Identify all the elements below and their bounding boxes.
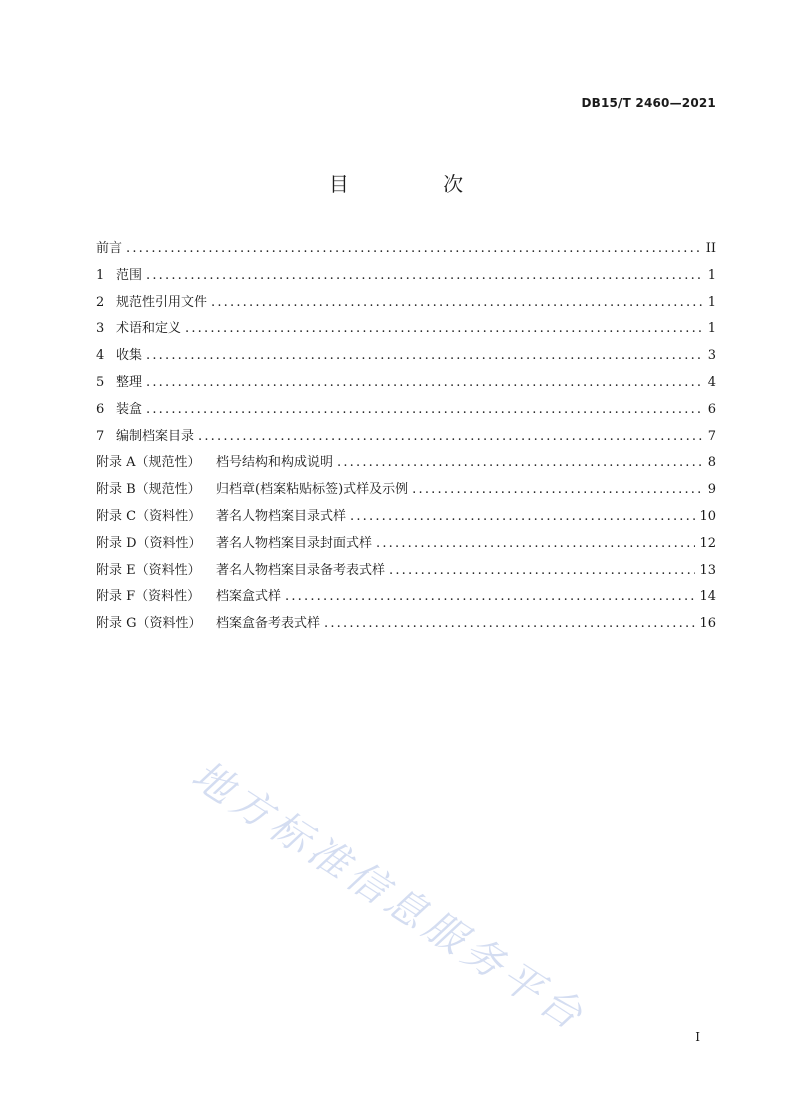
toc-leader bbox=[126, 236, 702, 263]
toc-leader bbox=[211, 290, 702, 317]
toc-label: 著名人物档案目录封面式样 bbox=[216, 535, 373, 551]
toc-section-number: 5 bbox=[96, 374, 105, 390]
toc-page-number: 4 bbox=[707, 374, 716, 390]
toc-appendix-prefix: 附录 E（资料性） bbox=[96, 562, 201, 578]
toc-section-number: 2 bbox=[96, 294, 105, 310]
toc-label: 编制档案目录 bbox=[116, 428, 195, 444]
toc-label: 归档章(档案粘贴标签)式样及示例 bbox=[216, 482, 409, 498]
toc-item[interactable] bbox=[96, 343, 716, 370]
toc-page-number: 12 bbox=[699, 535, 716, 551]
document-code: DB15/T 2460—2021 bbox=[581, 96, 716, 110]
toc-page-number: 3 bbox=[707, 348, 716, 364]
toc-page-number: 10 bbox=[699, 508, 716, 524]
toc-page-number: 16 bbox=[699, 616, 716, 632]
toc-item[interactable] bbox=[96, 397, 716, 424]
toc-leader bbox=[146, 263, 702, 290]
toc-label: 著名人物档案目录备考表式样 bbox=[216, 562, 386, 578]
toc-label: 范围 bbox=[116, 267, 143, 283]
toc-leader bbox=[185, 316, 702, 343]
toc-leader bbox=[146, 370, 702, 397]
toc-item[interactable] bbox=[96, 290, 716, 317]
toc-leader bbox=[337, 450, 702, 477]
toc-page-number: 13 bbox=[699, 562, 716, 578]
toc-label: 规范性引用文件 bbox=[116, 294, 208, 310]
table-of-contents bbox=[96, 236, 716, 638]
toc-item[interactable] bbox=[96, 504, 716, 531]
toc-section-number: 1 bbox=[96, 267, 105, 283]
toc-item[interactable] bbox=[96, 263, 716, 290]
toc-page-number: 1 bbox=[707, 294, 716, 310]
toc-appendix-prefix: 附录 C（资料性） bbox=[96, 508, 202, 524]
page-title: 目 次 bbox=[328, 172, 508, 196]
toc-leader bbox=[146, 397, 702, 424]
toc-label: 档号结构和构成说明 bbox=[216, 455, 334, 471]
toc-label: 前言 bbox=[96, 241, 123, 256]
toc-item[interactable] bbox=[96, 584, 716, 611]
toc-label: 档案盒式样 bbox=[216, 589, 282, 605]
toc-leader bbox=[198, 424, 702, 451]
toc-appendix-prefix: 附录 A（规范性） bbox=[96, 455, 201, 471]
toc-leader bbox=[146, 343, 702, 370]
toc-item[interactable] bbox=[96, 316, 716, 343]
toc-item[interactable] bbox=[96, 424, 716, 451]
toc-section-number: 7 bbox=[96, 428, 105, 444]
toc-page-number: 6 bbox=[707, 401, 716, 417]
toc-section-number: 6 bbox=[96, 401, 105, 417]
toc-label: 术语和定义 bbox=[116, 321, 182, 337]
toc-page-number: 14 bbox=[699, 589, 716, 605]
toc-page-number: 7 bbox=[707, 428, 716, 444]
toc-item[interactable] bbox=[96, 558, 716, 585]
toc-page-number: 9 bbox=[707, 482, 716, 498]
toc-appendix-prefix: 附录 B（规范性） bbox=[96, 482, 201, 498]
toc-appendix-prefix: 附录 G（资料性） bbox=[96, 616, 202, 632]
toc-item[interactable] bbox=[96, 531, 716, 558]
toc-appendix-prefix: 附录 D（资料性） bbox=[96, 535, 202, 551]
toc-page-number: 1 bbox=[707, 321, 716, 337]
toc-appendix-prefix: 附录 F（资料性） bbox=[96, 589, 201, 605]
toc-page-number: 8 bbox=[707, 455, 716, 471]
toc-page-number: II bbox=[705, 241, 716, 256]
toc-leader bbox=[350, 504, 695, 531]
toc-label: 装盒 bbox=[116, 401, 143, 417]
toc-section-number: 4 bbox=[96, 348, 105, 364]
toc-leader bbox=[285, 584, 695, 611]
toc-item[interactable] bbox=[96, 236, 716, 263]
toc-leader bbox=[324, 611, 695, 638]
toc-label: 整理 bbox=[116, 374, 143, 390]
page-number: I bbox=[695, 1030, 700, 1044]
toc-item[interactable] bbox=[96, 370, 716, 397]
toc-item[interactable] bbox=[96, 611, 716, 638]
toc-page-number: 1 bbox=[707, 267, 716, 283]
watermark: 地方标准信息服务平台 bbox=[183, 752, 595, 1042]
toc-section-number: 3 bbox=[96, 321, 105, 337]
toc-leader bbox=[412, 477, 702, 504]
toc-item[interactable] bbox=[96, 477, 716, 504]
toc-item[interactable] bbox=[96, 450, 716, 477]
toc-label: 收集 bbox=[116, 348, 143, 364]
toc-label: 著名人物档案目录式样 bbox=[216, 508, 347, 524]
toc-leader bbox=[376, 531, 695, 558]
toc-leader bbox=[389, 558, 695, 585]
toc-label: 档案盒备考表式样 bbox=[216, 616, 321, 632]
